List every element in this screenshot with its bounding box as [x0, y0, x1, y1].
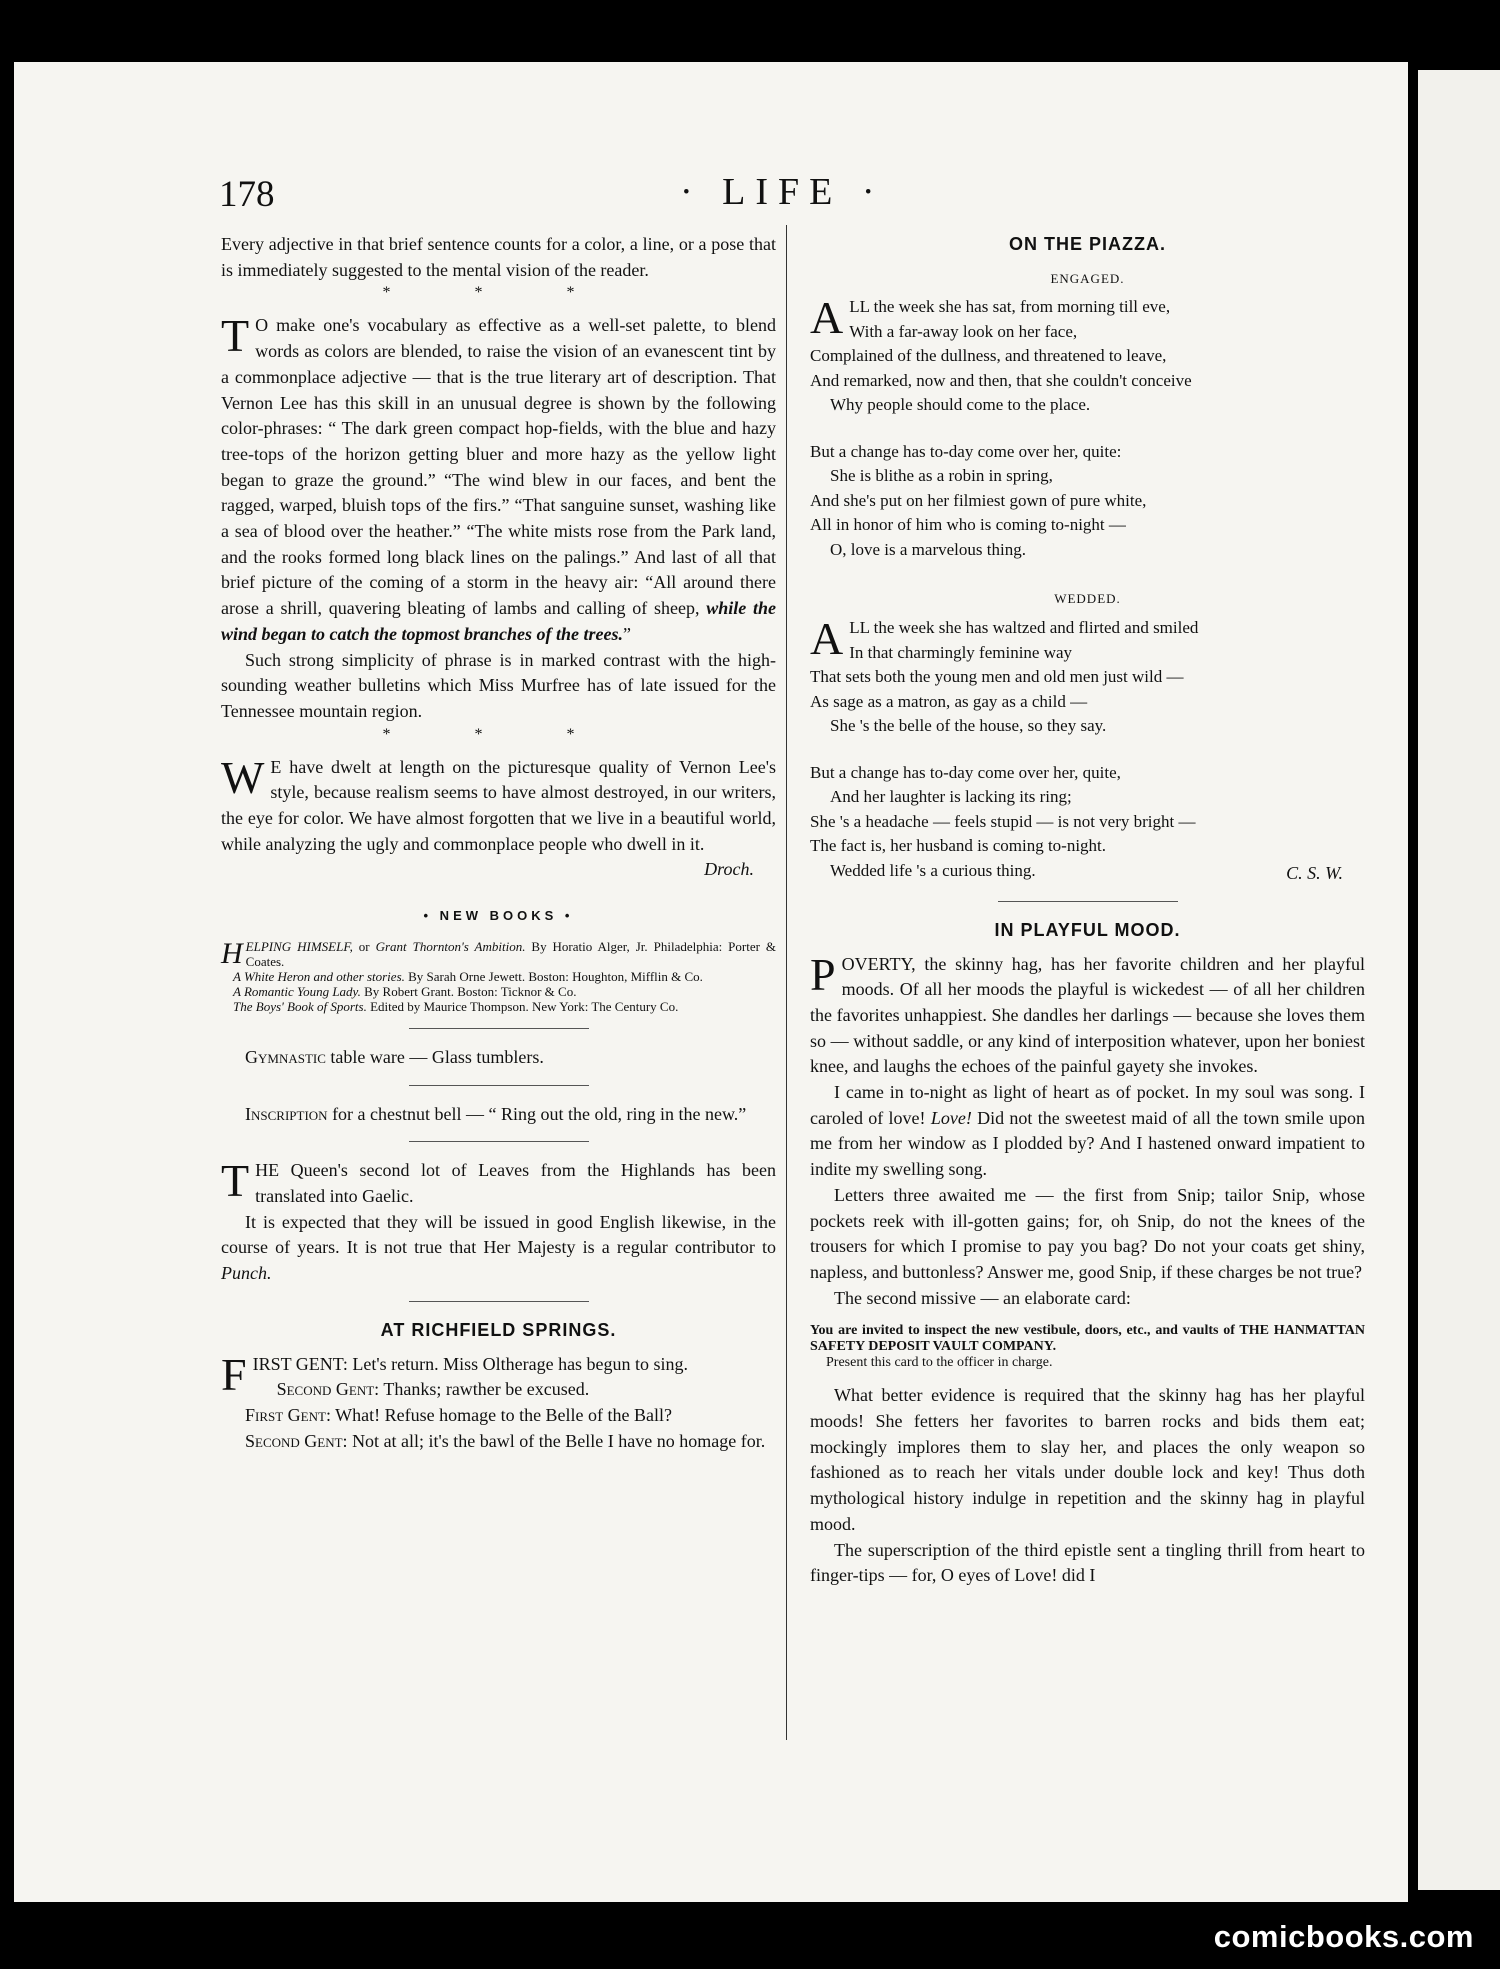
book-details: Edited by Maurice Thompson. New York: The Century Co. — [366, 998, 679, 1014]
drop-cap: W — [221, 751, 265, 803]
missive-paragraph: The second missive — an elaborate card: — [834, 1287, 1131, 1308]
drop-cap: T — [221, 310, 250, 362]
book-or: or — [352, 938, 376, 954]
vocabulary-paragraph — [221, 310, 777, 647]
joke-text: for a chestnut bell — “ Ring out the old, ring in the new.” — [327, 1103, 747, 1124]
next-page-edge — [1418, 70, 1500, 1890]
dialogue-text: Thanks; rawther be excused. — [379, 1379, 590, 1400]
book-title: A Romantic Young Lady. — [233, 983, 361, 999]
wedded-stanza-1 — [810, 613, 1365, 739]
poem-text: LL the week she has waltzed and flirted and smiled — [849, 618, 1199, 638]
book-subtitle: Grant Thornton's Ambition. — [375, 938, 526, 954]
stanza-gap — [810, 418, 1365, 440]
dialogue-line — [221, 1429, 776, 1455]
poem-signature: C. S. W. — [1286, 863, 1343, 884]
divider-rule — [409, 1141, 589, 1142]
book-details: By Sarah Orne Jewett. Boston: Houghton, Mifflin & Co. — [404, 968, 703, 984]
joke-text: table ware — Glass tumblers. — [325, 1046, 544, 1067]
book-title: A White Heron and other stories. — [233, 968, 405, 984]
letters-paragraph: Letters three awaited me — the first from Snip; tailor Snip, whose pockets reek with ill-gotten gains; for, oh Snip, do not the knees of the trousers for which I promise to pay you bag? Do not your coats get shiny, napless, and buttonless? Answer me, good Snip, if these charges be not true? — [810, 1184, 1365, 1282]
drop-cap: T — [221, 1155, 250, 1207]
poem-line: O, love is a marvelous thing. — [830, 539, 1026, 559]
inscription-joke — [221, 1102, 776, 1128]
poem-line: Why people should come to the place. — [830, 395, 1091, 415]
notice-text: You are invited to inspect the new vestibule, doors, etc., and vaults of THE HANMATTAN SAFETY DEPOSIT VAULT COMPANY. — [810, 1323, 1365, 1355]
italic-word: Love! — [930, 1107, 972, 1128]
stanza-gap — [810, 739, 1365, 761]
poem-line: Wedded life 's a curious thing. — [830, 860, 1036, 880]
queen-paragraph-2 — [221, 1210, 776, 1287]
poem-line: As sage as a matron, as gay as a child — — [810, 691, 1088, 711]
poem-line: Complained of the dullness, and threatened to leave, — [810, 346, 1167, 366]
right-column — [810, 232, 1365, 1589]
speaker: First Gent: — [245, 1404, 331, 1425]
playful-heading: IN PLAYFUL MOOD. — [994, 919, 1181, 940]
divider-rule — [998, 901, 1178, 902]
stanza-gap — [810, 562, 1365, 584]
paragraph-text: OVERTY, the skinny hag, has her favorite children and her playful moods. Of all her moods the playful is wickedest — of all her children the favorites unhappiest. She dandles her darlings — because she loves them so — without saddle, or any kind of interposition whatever, upon her boniest knee, and laughs the echoes of the painful gayety she invokes. — [810, 953, 1365, 1077]
piazza-heading: ON THE PIAZZA. — [1009, 234, 1166, 254]
richfield-heading: AT RICHFIELD SPRINGS. — [380, 1319, 617, 1340]
poem-line: She 's a headache — feels stupid — is not very bright — — [810, 811, 1196, 831]
evidence-paragraph: What better evidence is required that the skinny hag has her playful moods! She fetters her favorites to barren rocks and bids them eat; mockingly implores them to slay her, and places the only weapon so fashioned as to reach her vitals under double lock and key! Thus doth mythological history indulge in repetition and the skinny hag in playful mood. — [810, 1385, 1365, 1534]
poem-line: She is blithe as a robin in spring, — [830, 466, 1053, 486]
book-entry — [221, 936, 776, 970]
book-entry — [221, 969, 776, 984]
new-books-heading: • NEW BOOKS • — [423, 908, 574, 924]
simplicity-paragraph: Such strong simplicity of phrase is in marked contrast with the high-sounding weather bulletins which Miss Murfree has of late issued for the Tennessee mountain region. — [221, 649, 776, 721]
speaker: IRST GENT: — [252, 1353, 348, 1374]
page-number: 178 — [219, 174, 275, 215]
dwelt-paragraph — [221, 751, 776, 858]
book-details: By Horatio Alger, Jr. Philadelphia: Porter & Coates. — [245, 938, 776, 969]
poem-line: And she's put on her filmiest gown of pure white, — [810, 490, 1147, 510]
divider-rule — [409, 1301, 589, 1302]
paragraph-text: I came in to-night as light of heart as of pocket. In my soul was song. I caroled of love! — [810, 1082, 1365, 1128]
poem-line: In that charmingly feminine way — [849, 642, 1073, 662]
paragraph-text: It is expected that they will be issued in good English likewise, in the course of years. It is not true that Her Majesty is a regular contributor to — [221, 1211, 776, 1258]
poem-line: All in honor of him who is coming to-night — — [810, 515, 1126, 535]
engaged-stanza-2 — [810, 440, 1365, 563]
drop-cap: F — [221, 1348, 247, 1400]
book-entry — [221, 999, 776, 1014]
dialogue-text: Not at all; it's the bawl of the Belle I have no homage for. — [347, 1430, 766, 1451]
engaged-stanza-1 — [810, 292, 1365, 418]
column-divider — [786, 225, 787, 1740]
superscription-paragraph: The superscription of the third epistle sent a tingling thrill from heart to finger-tips — for, O eyes of Love! did I — [810, 1539, 1365, 1586]
paragraph-text: O make one's vocabulary as effective as a well-set palette, to blend words as colors are blended, to raise the vision of an evanescent tint by a commonplace adjective — that is the true literary art of description. That Vernon Lee has this skill in an unusual degree is shown by the following color-phrases: “ The dark green compact hop-fields, with the blue and hazy tree-tops of the horizon getting bluer and more hazy as the yellow light began to graze the ground.” “The wind blew in our faces, and bent the ragged, warped, bluish tops of the firs.” “That sanguine sunset, washing like a sea of blood over the heather.” “The white mists rose from the Park land, and the rooks formed long black lines on the palings.” And last of all that brief picture of the coming of a storm in the heavy air: “All around there arose a shrill, quavering bleating of lambs and calling of sheep, — [221, 315, 776, 619]
section-stars: * * * — [382, 725, 615, 743]
dialogue-text: What! Refuse homage to the Belle of the Ball? — [330, 1404, 673, 1425]
dialogue-line — [221, 1403, 776, 1429]
poem-line: That sets both the young men and old men just wild — — [810, 667, 1184, 687]
drop-cap: A — [810, 613, 844, 665]
book-entry — [221, 984, 776, 999]
paragraph-text: Did not the sweetest maid of all the town smile upon me from her window as I plodded by? And I hastened onward impatient to indite my swelling song. — [810, 1107, 1365, 1180]
dialogue-line — [221, 1377, 776, 1403]
drop-cap: H — [221, 936, 243, 970]
dialogue-text: Let's return. Miss Oltherage has begun to sing. — [347, 1353, 689, 1374]
poem-line: But a change has to-day come over her, quite: — [810, 441, 1122, 461]
engaged-label: ENGAGED. — [1050, 270, 1125, 286]
speaker: Second Gent: — [245, 1430, 348, 1451]
masthead-title: · LIFE · — [680, 171, 885, 213]
wedded-label: WEDDED. — [1054, 591, 1121, 607]
paragraph-text: HE Queen's second lot of Leaves from the Highlands has been translated into Gaelic. — [255, 1160, 776, 1206]
book-details: By Robert Grant. Boston: Ticknor & Co. — [360, 983, 577, 999]
poem-line: But a change has to-day come over her, quite, — [810, 762, 1121, 782]
watermark: comicbooks.com — [1213, 1919, 1474, 1954]
poem-line: And her laughter is lacking its ring; — [830, 787, 1072, 807]
intro-paragraph: Every adjective in that brief sentence counts for a color, a line, or a pose that is immediately suggested to the mental vision of the reader. — [221, 234, 776, 280]
poem-line: And remarked, now and then, that she couldn't conceive — [810, 370, 1192, 390]
queen-paragraph — [221, 1155, 776, 1209]
speaker: Second Gent: — [276, 1379, 380, 1400]
book-title: ELPING HIMSELF, — [245, 938, 353, 954]
left-column — [221, 232, 776, 1454]
drop-cap: P — [810, 948, 836, 1000]
gymnastic-joke — [221, 1045, 776, 1071]
poverty-paragraph — [810, 948, 1365, 1081]
notice-text: Present this card to the officer in charge. — [826, 1355, 1053, 1371]
poem-line: With a far-away look on her face, — [849, 321, 1078, 341]
book-title: The Boys' Book of Sports. — [233, 998, 367, 1014]
song-paragraph — [810, 1080, 1365, 1183]
poem-line: The fact is, her husband is coming to-night. — [810, 836, 1107, 856]
divider-rule — [409, 1085, 589, 1086]
author-signature: Droch. — [704, 859, 754, 880]
italic-quote: while the wind began to catch the topmost branches of the trees. — [221, 598, 777, 644]
divider-rule — [409, 1028, 589, 1029]
drop-cap: A — [810, 292, 844, 344]
italic-title: Punch. — [221, 1263, 272, 1284]
poem-text: LL the week she has sat, from morning till eve, — [849, 297, 1171, 317]
small-caps-lead: Gymnastic — [245, 1046, 326, 1067]
quote-mark: ” — [623, 623, 632, 644]
paragraph-text: E have dwelt at length on the picturesque quality of Vernon Lee's style, because realism seems to have almost destroyed, in our writers, the eye for color. We have almost forgotten that we live in a beautiful world, while analyzing the ugly and commonplace people who dwell in it. — [221, 756, 776, 854]
section-stars: * * * — [382, 284, 615, 302]
poem-line: She 's the belle of the house, so they say. — [830, 716, 1107, 736]
small-caps-lead: Inscription — [245, 1103, 328, 1124]
vault-card-notice — [810, 1323, 1365, 1371]
